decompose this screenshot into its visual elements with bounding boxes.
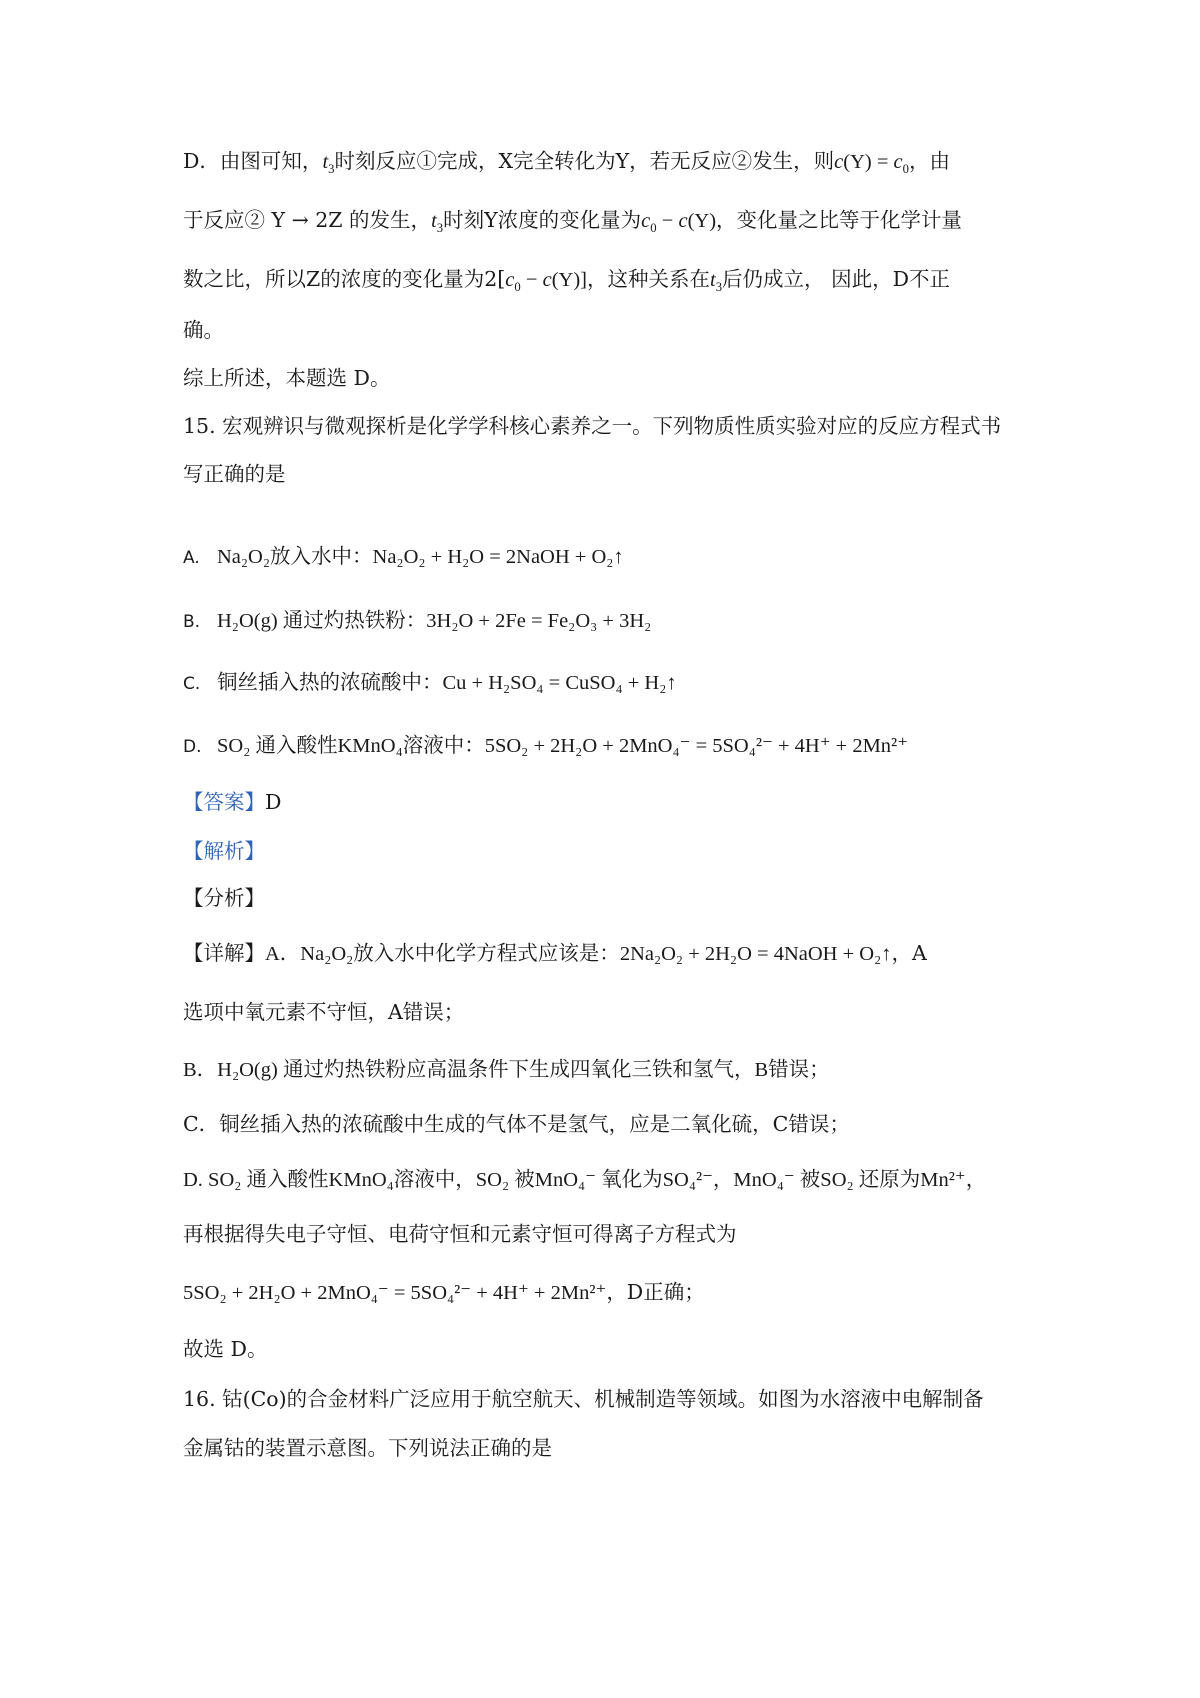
option-text: H₂O(g) 通过灼热铁粉： <box>217 610 427 632</box>
answer-label: 【答案】 <box>183 790 265 814</box>
text: 时刻反应①完成，X完全转化为Y，若无反应②发生，则 <box>334 149 835 173</box>
answer-value: D <box>265 790 282 814</box>
text: − <box>520 269 543 291</box>
text: ，这种关系在 <box>586 267 710 291</box>
text: 综上所述，本题选 D。 <box>183 366 391 390</box>
option-letter: D. <box>183 737 202 757</box>
text: 确。 <box>183 318 224 342</box>
option-text: 铜丝插入热的浓硫酸中： <box>217 672 443 694</box>
text: 故选 D。 <box>183 1337 268 1361</box>
equation: 3H₂O + 2Fe = Fe₂O₃ + 3H₂ <box>426 610 652 632</box>
option-d <box>183 730 1043 762</box>
text: (Y)] <box>551 269 587 291</box>
detail-a-line-1 <box>183 938 1043 969</box>
text: 16. 钴(Co)的合金材料广泛应用于航空航天、机械制造等领域。如图为水溶液中电解制备 <box>183 1387 984 1411</box>
text: 写正确的是 <box>183 462 286 486</box>
text: D．由图可知， <box>183 149 323 173</box>
variable-c: c <box>678 210 688 232</box>
detail-d-equation-line <box>183 1277 1043 1308</box>
variable-c: c <box>893 151 903 173</box>
variable-t: t <box>431 210 437 232</box>
detail-c-line <box>183 1109 1043 1139</box>
equation: 5SO₂ + 2H₂O + 2MnO₄⁻ = 5SO₄²⁻ + 4H⁺ + 2Mn²⁺ <box>183 1282 607 1304</box>
explanation-d-line-1 <box>183 146 1043 184</box>
text: 于反应② Y → 2Z 的发生， <box>183 208 432 232</box>
subscript: 0 <box>902 162 909 177</box>
text: 金属钴的装置示意图。下列说法正确的是 <box>183 1436 552 1460</box>
text: C．铜丝插入热的浓硫酸中生成的气体不是氢气，应是二氧化硫，C错误； <box>183 1112 850 1136</box>
text: ，由 <box>909 149 950 173</box>
option-letter: A. <box>183 548 200 568</box>
explanation-d-line-4 <box>183 315 1043 345</box>
detail-a-line-2 <box>183 997 1043 1027</box>
question-15-stem-line-2 <box>183 459 1043 489</box>
subscript: 3 <box>328 162 335 177</box>
answer-line <box>183 787 1043 817</box>
variable-c: c <box>834 151 844 173</box>
variable-t: t <box>322 151 329 173</box>
detail-b-line <box>183 1054 1043 1085</box>
detail-d-line-2 <box>183 1219 1043 1249</box>
text: 15. 宏观辨识与微观探析是化学学科核心素养之一。下列物质性质实验对应的反应方程式书 <box>183 414 1002 438</box>
subscript: 0 <box>514 280 521 295</box>
fenxi-label: 【分析】 <box>183 886 265 910</box>
text: D. SO₂ 通入酸性KMnO₄溶液中，SO₂ 被MnO₄⁻ 氧化为SO₄²⁻，MnO₄⁻ 被SO₂ 还原为Mn²⁺， <box>183 1169 987 1191</box>
variable-c: c <box>505 269 515 291</box>
equation: 2Na₂O₂ + 2H₂O = 4NaOH + O₂↑ <box>619 943 892 965</box>
variable-c: c <box>542 269 552 291</box>
question-15-stem-line-1 <box>183 411 1043 441</box>
option-letter: C. <box>183 674 201 694</box>
option-a <box>183 541 1043 573</box>
option-b <box>183 605 1043 637</box>
text: (Y) = <box>843 151 894 173</box>
text: ，D正确； <box>606 1280 705 1304</box>
detail-d-line-1 <box>183 1164 1043 1195</box>
text: A．Na₂O₂放入水中化学方程式应该是： <box>265 943 620 965</box>
text: 后仍成立， 因此，D不正 <box>722 267 950 291</box>
explanation-d-line-3 <box>183 264 1043 302</box>
variable-t: t <box>709 269 716 291</box>
question-16-stem-line-2 <box>183 1433 1043 1463</box>
subscript: 0 <box>650 221 657 236</box>
equation: 5SO₂ + 2H₂O + 2MnO₄⁻ = 5SO₄²⁻ + 4H⁺ + 2Mn²⁺ <box>484 735 909 757</box>
fenxi-line <box>183 883 1043 913</box>
text: 时刻Y浓度的变化量为 <box>443 208 642 232</box>
explanation-d-line-2 <box>183 205 1043 243</box>
option-text: SO₂ 通入酸性KMnO₄溶液中： <box>217 735 485 757</box>
detail-label: 【详解】 <box>183 941 265 965</box>
analysis-line <box>183 836 1043 866</box>
subscript: 3 <box>436 221 444 236</box>
option-c <box>183 667 1043 699</box>
text: − <box>656 210 679 232</box>
analysis-label: 【解析】 <box>183 839 265 863</box>
subscript: 3 <box>715 280 723 295</box>
variable-c: c <box>641 210 651 232</box>
equation: Cu + H₂SO₄ = CuSO₄ + H₂↑ <box>442 672 677 694</box>
equation: Na₂O₂ + H₂O = 2NaOH + O₂↑ <box>372 546 624 568</box>
text: (Y) <box>687 210 717 232</box>
option-text: Na₂O₂放入水中： <box>217 546 373 568</box>
conclusion-line <box>183 1334 1043 1364</box>
text: ，变化量之比等于化学计量 <box>716 208 963 232</box>
text: 数之比，所以Z的浓度的变化量为2[ <box>183 267 506 291</box>
text: 选项中氧元素不守恒，A错误； <box>183 1000 465 1024</box>
summary-line <box>183 363 1043 393</box>
text: B．H₂O(g) 通过灼热铁粉应高温条件下生成四氧化三铁和氢气，B错误； <box>183 1059 830 1081</box>
text: ，A <box>891 941 927 965</box>
text: 再根据得失电子守恒、电荷守恒和元素守恒可得离子方程式为 <box>183 1222 737 1246</box>
question-16-stem-line-1 <box>183 1384 1043 1414</box>
option-letter: B. <box>183 612 201 632</box>
